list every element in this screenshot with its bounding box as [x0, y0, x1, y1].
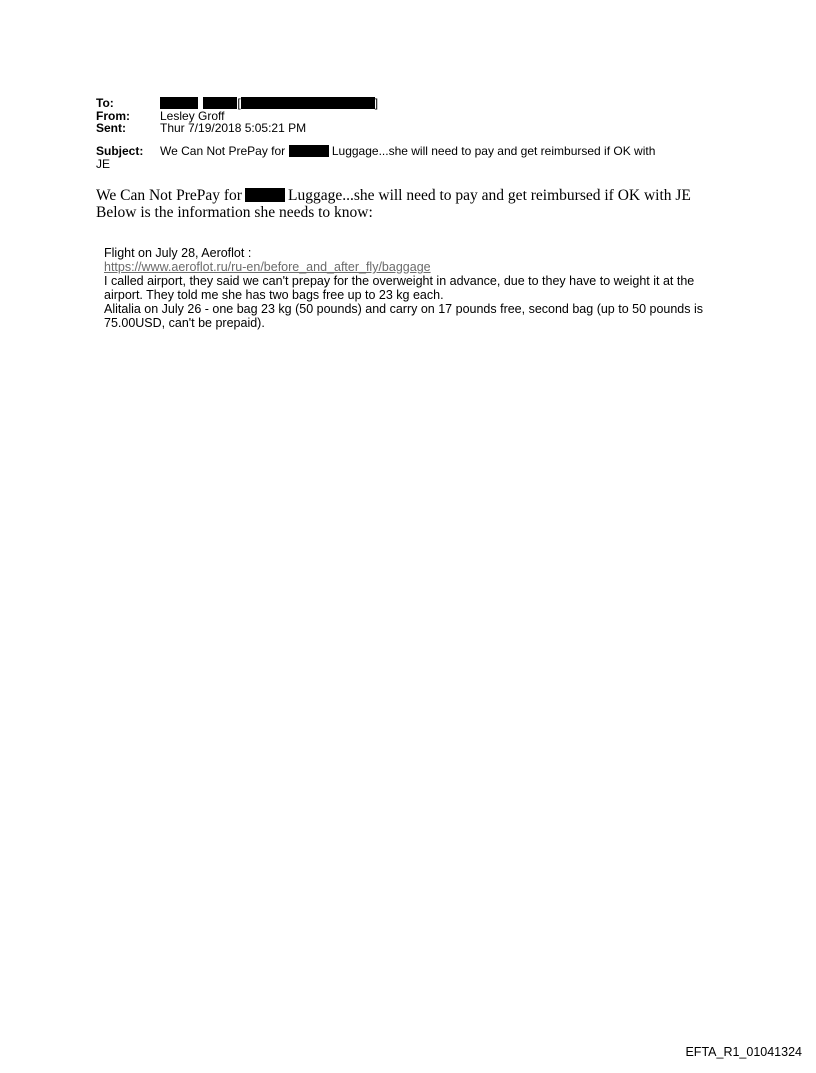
email-body	[96, 187, 736, 221]
baggage-link[interactable]: https://www.aeroflot.ru/ru-en/before_and_after_fly/baggage	[104, 260, 431, 274]
body-line-1-post: Luggage...she will need to pay and get reimbursed if OK with JE	[287, 187, 691, 204]
subject-row	[96, 145, 726, 171]
to-label: To:	[96, 96, 114, 110]
to-bracket-open: [	[237, 96, 241, 110]
flight-details	[104, 246, 734, 330]
redaction-block	[203, 97, 237, 109]
alitalia-paragraph: Alitalia on July 26 - one bag 23 kg (50 pounds) and carry on 17 pounds free, second bag (up to 50 pounds is 75.00USD, can't be prepaid).	[104, 302, 704, 330]
sent-row	[96, 122, 726, 135]
document-id: EFTA_R1_01041324	[685, 1045, 802, 1059]
subject-post: Luggage...she will need to pay and get reimbursed if OK with	[331, 144, 656, 158]
email-header	[96, 97, 726, 135]
redaction-block	[160, 97, 198, 109]
subject-wrap-text: JE	[96, 157, 111, 171]
to-bracket-close: ]	[374, 96, 379, 110]
to-value	[160, 97, 726, 110]
airport-call-paragraph: I called airport, they said we can't prepay for the overweight in advance, due to they have to weight it at the airport. They told me she has two bags free up to 23 kg each.	[104, 274, 695, 302]
redaction-block	[289, 145, 329, 157]
redaction-block	[241, 97, 375, 109]
body-line-2: Below is the information she needs to know:	[96, 204, 373, 221]
to-row	[96, 97, 726, 110]
body-line-1	[96, 187, 736, 204]
sent-label: Sent:	[96, 121, 126, 135]
from-value: Lesley Groff	[160, 108, 225, 123]
subject-pre: We Can Not PrePay for	[160, 144, 286, 158]
sent-value: Thur 7/19/2018 5:05:21 PM	[160, 121, 307, 135]
redaction-block	[245, 188, 285, 202]
flight-line: Flight on July 28, Aeroflot :	[104, 246, 252, 260]
body-line-1-pre: We Can Not PrePay for	[96, 187, 242, 204]
from-label: From:	[96, 108, 130, 123]
subject-label: Subject:	[96, 144, 144, 158]
